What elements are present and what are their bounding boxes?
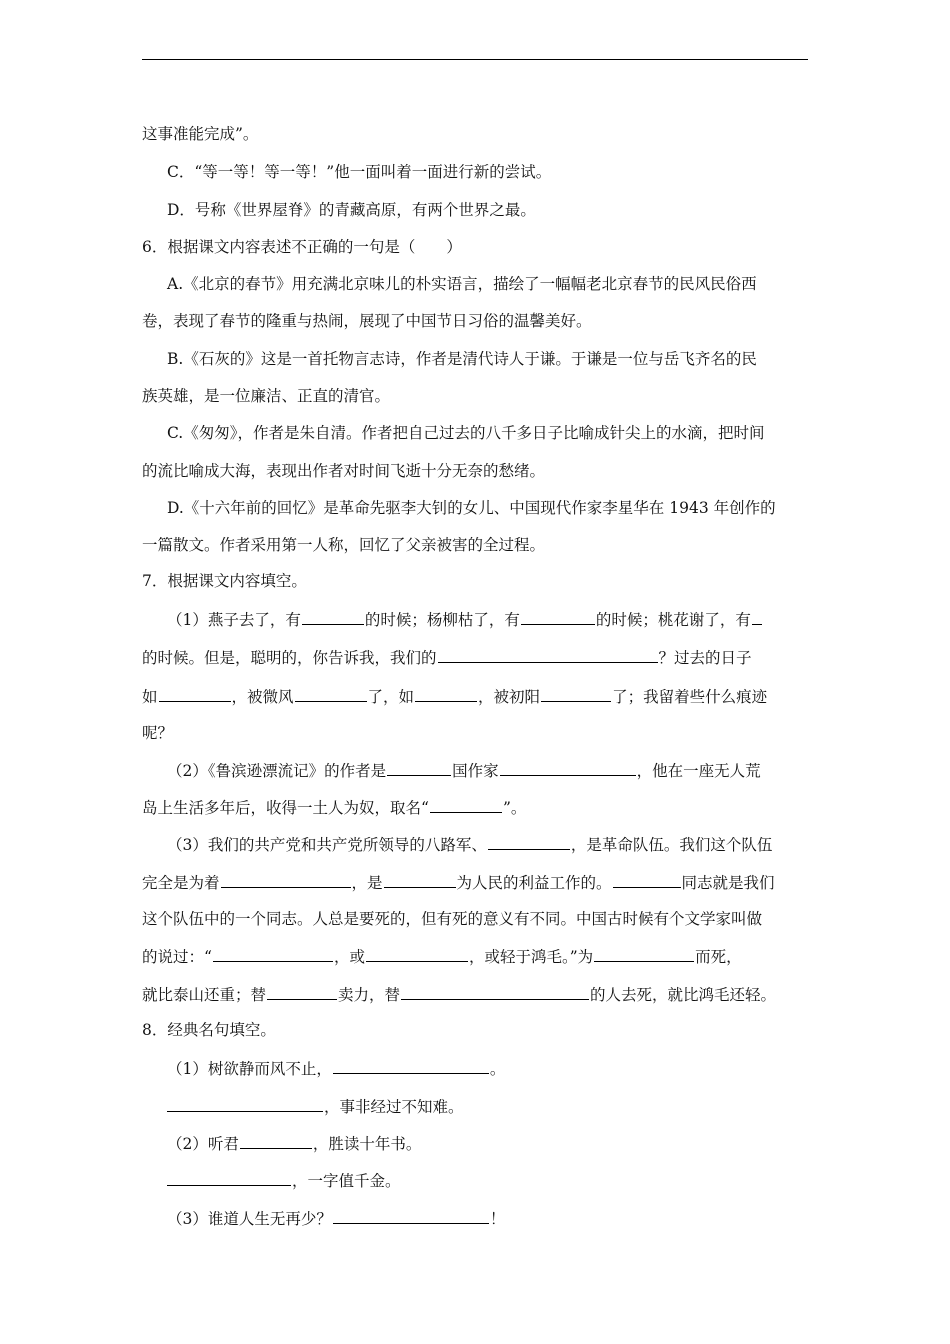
q7-part2-line1 — [167, 760, 761, 781]
q7-part3-line1 — [167, 834, 772, 855]
q8-part3-line1 — [167, 1208, 505, 1229]
text-segment: 的时候；杨柳枯了，有 — [364, 611, 520, 629]
text-segment: 的人去死，就比鸿毛还轻。 — [590, 986, 777, 1004]
q7-part3-line5 — [142, 984, 776, 1005]
text-segment: ，他在一座无人荒 — [636, 762, 761, 780]
q7-part3-line2 — [142, 872, 775, 893]
text-segment: ，或 — [333, 948, 365, 966]
text-segment: 的说过：“ — [142, 948, 212, 966]
text-segment: ，被微风 — [231, 688, 294, 706]
q7-part1-line2 — [142, 647, 752, 668]
q6-option-d-line2: 一篇散文。作者采用第一人称，回忆了父亲被害的全过程。 — [142, 536, 546, 554]
text-segment: ，或轻于鸿毛。”为 — [468, 948, 594, 966]
blank[interactable] — [488, 834, 570, 850]
blank[interactable] — [438, 647, 658, 663]
text-segment: 岛上生活多年后，收得一土人为奴，取名“ — [142, 799, 429, 817]
text-segment: 的时候；桃花谢了，有 — [595, 611, 751, 629]
blank[interactable] — [267, 984, 337, 1000]
q6-option-a-line1: A.《北京的春节》用充满北京味儿的朴实语言，描绘了一幅幅老北京春节的民风民俗西 — [167, 275, 757, 293]
q6-option-a-line2: 卷，表现了春节的隆重与热闹，展现了中国节日习俗的温馨美好。 — [142, 312, 592, 330]
q6-option-b-line2: 族英雄，是一位廉洁、正直的清官。 — [142, 387, 391, 405]
q6-option-d-line1: D.《十六年前的回忆》是革命先驱李大钊的女儿、中国现代作家李星华在 1943 年创作的 — [167, 499, 776, 517]
text-segment: ，一字值千金。 — [292, 1172, 401, 1190]
q7-part1-line3 — [142, 686, 767, 707]
blank[interactable] — [333, 1208, 489, 1224]
text-segment: 而死， — [695, 948, 742, 966]
q6-option-b-line1: B.《石灰的》这是一首托物言志诗，作者是清代诗人于谦。于谦是一位与岳飞齐名的民 — [167, 350, 757, 368]
continuation-text: 这事准能完成”。 — [142, 125, 259, 143]
text-segment: 卖力，替 — [338, 986, 401, 1004]
blank[interactable] — [333, 1058, 489, 1074]
blank[interactable] — [541, 686, 611, 702]
q6-option-c-line1: C.《匆匆》，作者是朱自清。作者把自己过去的八千多日子比喻成针尖上的水滴，把时间 — [167, 424, 765, 442]
blank[interactable] — [167, 1170, 291, 1186]
blank[interactable] — [752, 609, 762, 625]
blank[interactable] — [613, 872, 681, 888]
text-segment: 为人民的利益工作的。 — [456, 874, 612, 892]
q6-option-c-line2: 的流比喻成大海，表现出作者对时间飞逝十分无奈的愁绪。 — [142, 462, 546, 480]
text-segment: ”。 — [502, 799, 527, 817]
q8-part2-line2 — [167, 1170, 401, 1191]
text-segment: ？过去的日子 — [658, 649, 752, 667]
text-segment: 就比泰山还重；替 — [142, 986, 267, 1004]
blank[interactable] — [521, 609, 595, 625]
q8-part2-line1 — [167, 1133, 421, 1154]
text-segment: （3）我们的共产党和共产党所领导的八路军、 — [167, 836, 487, 854]
q7-part3-line3: 这个队伍中的一个同志。人总是要死的，但有死的意义有不同。中国古时候有个文学家叫做 — [142, 910, 763, 928]
text-segment: （3）谁道人生无再少？ — [167, 1210, 332, 1228]
blank[interactable] — [594, 946, 694, 962]
text-segment: ，被初阳 — [478, 688, 541, 706]
text-segment: 同志就是我们 — [681, 874, 775, 892]
text-segment: ！ — [489, 1210, 506, 1228]
blank[interactable] — [384, 872, 456, 888]
q5-option-c: C．“等一等！等一等！”他一面叫着一面进行新的尝试。 — [167, 163, 552, 181]
blank[interactable] — [295, 686, 367, 702]
text-segment: ，是 — [351, 874, 383, 892]
blank[interactable] — [159, 686, 231, 702]
q7-part3-line4 — [142, 946, 742, 967]
text-segment: 了，如 — [367, 688, 415, 706]
blank[interactable] — [213, 946, 333, 962]
blank[interactable] — [387, 760, 451, 776]
q7-stem: 7．根据课文内容填空。 — [142, 572, 307, 590]
text-segment: 了；我留着些什么痕迹 — [612, 688, 768, 706]
blank[interactable] — [430, 797, 502, 813]
blank[interactable] — [240, 1133, 312, 1149]
q7-part2-line2 — [142, 797, 526, 818]
q8-stem: 8．经典名句填空。 — [142, 1021, 276, 1039]
q8-part1-line1 — [167, 1058, 505, 1079]
text-segment: 国作家 — [452, 762, 499, 780]
q6-stem: 6．根据课文内容表述不正确的一句是（ ） — [142, 238, 462, 256]
text-segment: （1）树欲静而风不止， — [167, 1060, 332, 1078]
text-segment: 如 — [142, 688, 158, 706]
blank[interactable] — [221, 872, 351, 888]
q7-part1-line4: 呢？ — [142, 724, 174, 742]
text-segment: ，事非经过不知难。 — [324, 1098, 464, 1116]
text-segment: （2）《鲁滨逊漂流记》的作者是 — [167, 762, 387, 780]
q7-part1-line1 — [167, 609, 763, 630]
text-segment: （1）燕子去了，有 — [167, 611, 301, 629]
header-rule — [142, 59, 808, 60]
blank[interactable] — [167, 1096, 323, 1112]
blank[interactable] — [401, 984, 589, 1000]
text-segment: ，是革命队伍。我们这个队伍 — [570, 836, 773, 854]
text-segment: 的时候。但是，聪明的，你告诉我，我们的 — [142, 649, 437, 667]
text-segment: 完全是为着 — [142, 874, 220, 892]
blank[interactable] — [415, 686, 477, 702]
blank[interactable] — [500, 760, 636, 776]
text-segment: （2）听君 — [167, 1135, 239, 1153]
text-segment: ，胜读十年书。 — [312, 1135, 422, 1153]
blank[interactable] — [366, 946, 468, 962]
blank[interactable] — [302, 609, 364, 625]
q8-part1-line2 — [167, 1096, 464, 1117]
text-segment: 。 — [489, 1060, 506, 1078]
q5-option-d: D．号称《世界屋脊》的青藏高原，有两个世界之最。 — [167, 201, 536, 219]
